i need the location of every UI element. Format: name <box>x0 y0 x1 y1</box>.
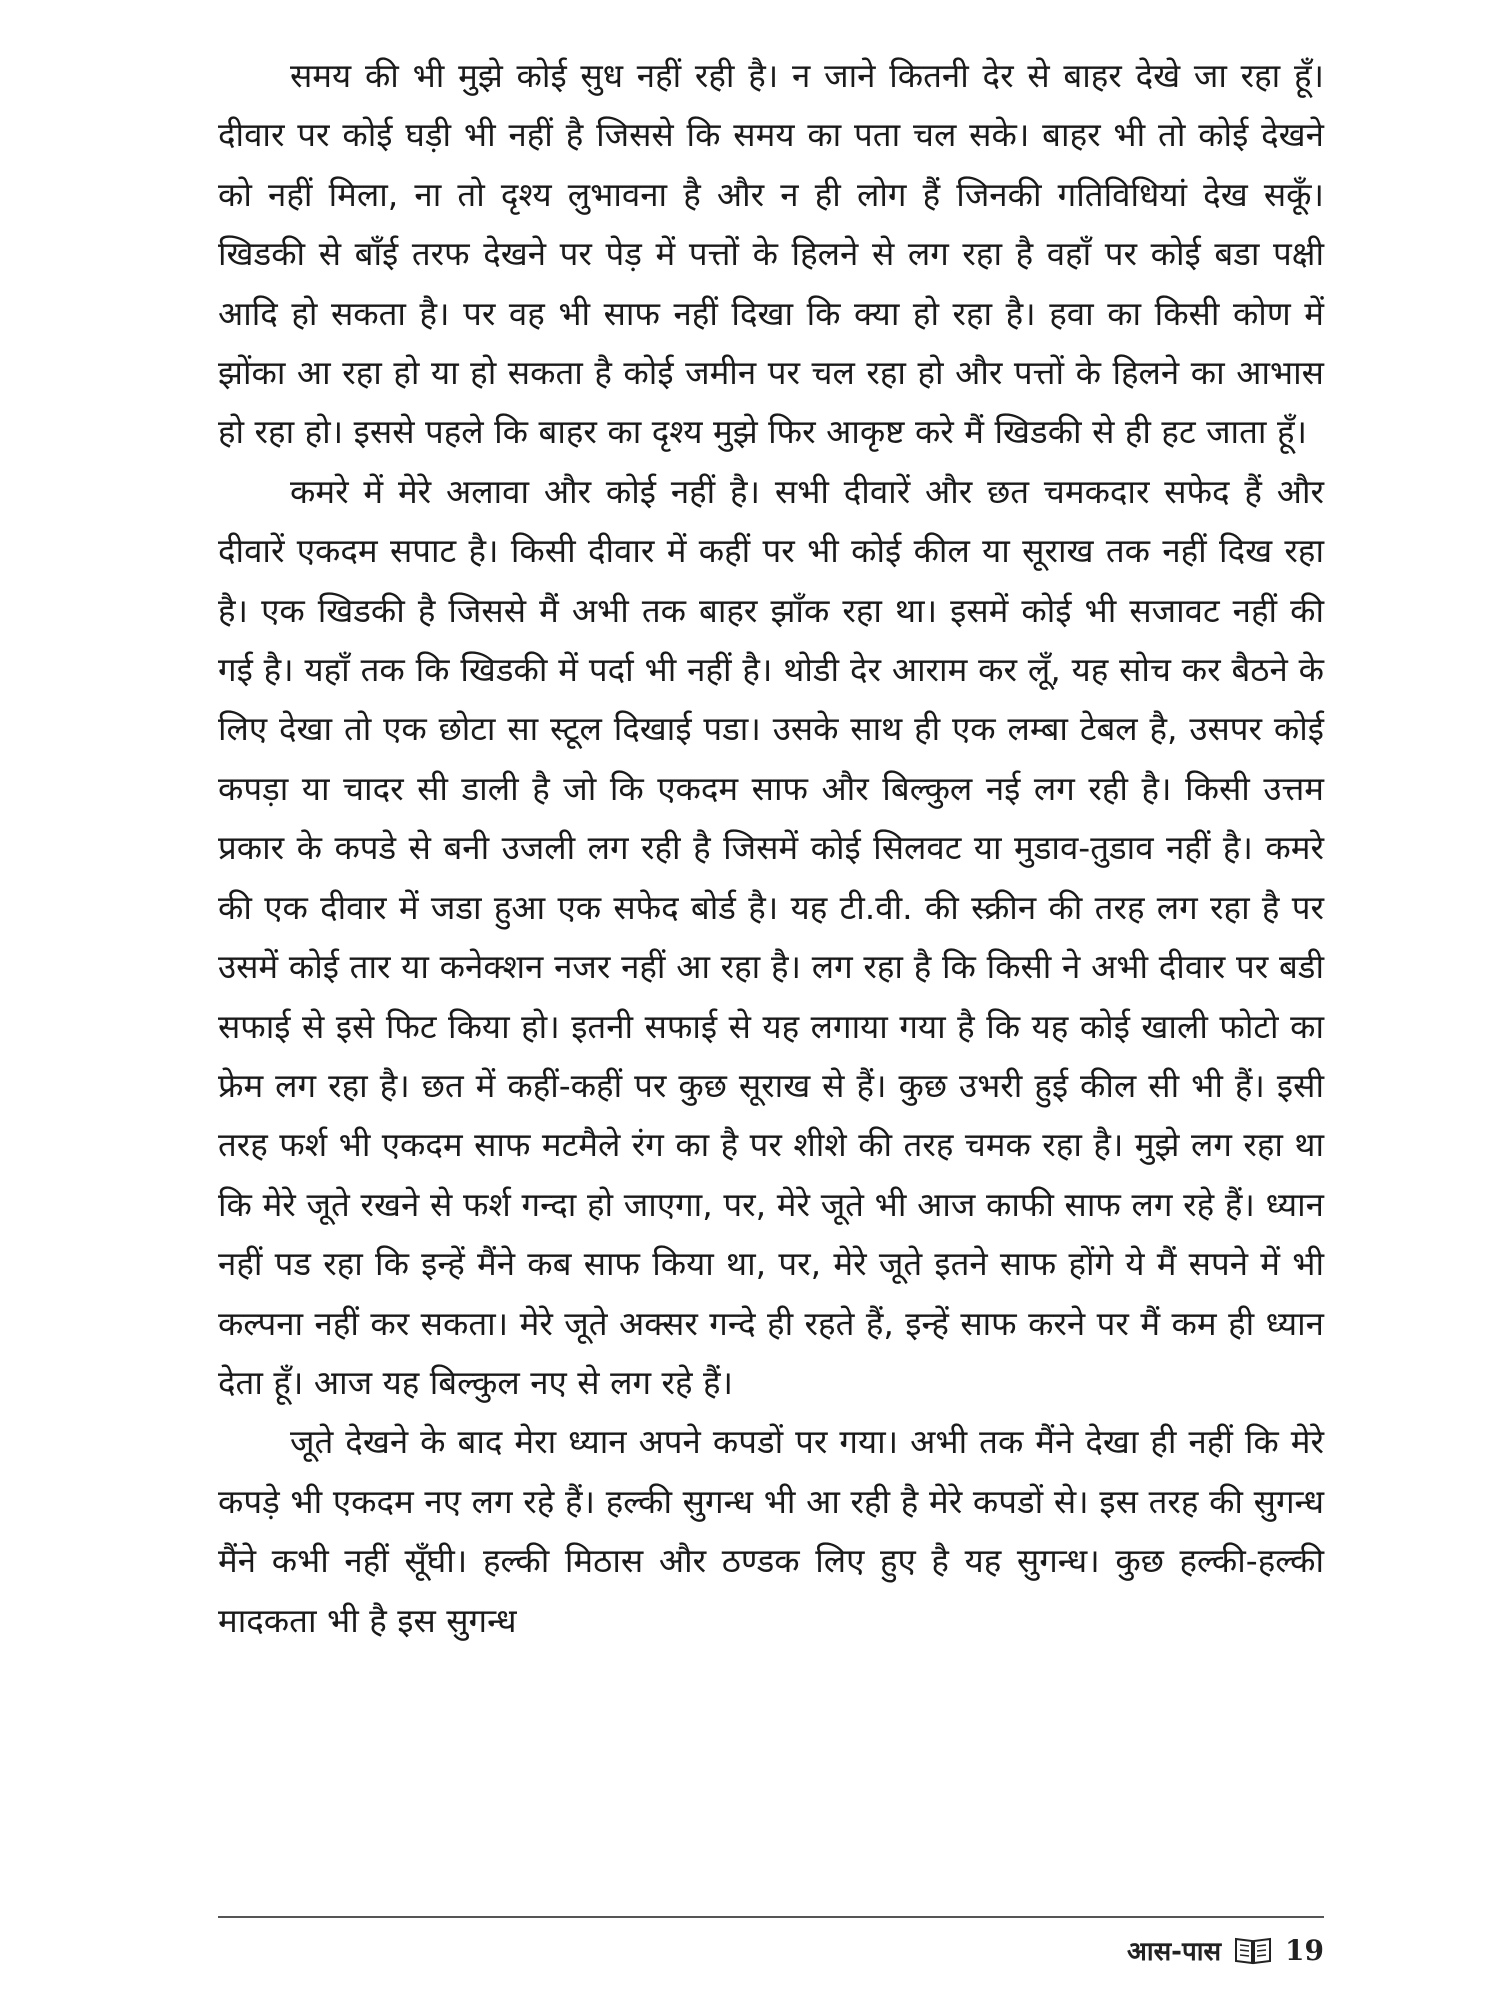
page-number: 19 <box>1285 1933 1324 1967</box>
text-body <box>218 46 1324 1650</box>
footer-rule <box>218 1916 1324 1918</box>
book-title: आस-पास <box>1127 1937 1222 1967</box>
page-footer <box>1127 1928 1324 1972</box>
paragraph-2: कमरे में मेरे अलावा और कोई नहीं है। सभी दीवारें और छत चमकदार सफेद हैं और दीवारें एकदम सपाट है। किसी दीवार में कहीं पर भी कोई कील या सूराख तक नहीं दिख रहा है। एक खिडकी है जिससे मैं अभी तक बाहर झाँक रहा था। इसमें कोई भी सजावट नहीं की गई है। यहाँ तक कि खिडकी में पर्दा भी नहीं है। थोडी देर आराम कर लूँ, यह सोच कर बैठने के लिए देखा तो एक छोटा सा स्टूल दिखाई पडा। उसके साथ ही एक लम्बा टेबल है, उसपर कोई कपड़ा या चादर सी डाली है जो कि एकदम साफ और बिल्कुल नई लग रही है। किसी उत्तम प्रकार के कपडे से बनी उजली लग रही है जिसमें कोई सिलवट या मुडाव-तुडाव नहीं है। कमरे की एक दीवार में जडा हुआ एक सफेद बोर्ड है। यह टी.वी. की स्क्रीन की तरह लग रहा है पर उसमें कोई तार या कनेक्शन नजर नहीं आ रहा है। लग रहा है कि किसी ने अभी दीवार पर बडी सफाई से इसे फिट किया हो। इतनी सफाई से यह लगाया गया है कि यह कोई खाली फोटो का फ्रेम लग रहा है। छत में कहीं-कहीं पर कुछ सूराख से हैं। कुछ उभरी हुई कील सी भी हैं। इसी तरह फर्श भी एकदम साफ मटमैले रंग का है पर शीशे की तरह चमक रहा है। मुझे लग रहा था कि मेरे जूते रखने से फर्श गन्दा हो जाएगा, पर, मेरे जूते भी आज काफी साफ लग रहे हैं। ध्यान नहीं पड रहा कि इन्हें मैंने कब साफ किया था, पर, मेरे जूते इतने साफ होंगे ये मैं सपने में भी कल्पना नहीं कर सकता। मेरे जूते अक्सर गन्दे ही रहते हैं, इन्हें साफ करने पर मैं कम ही ध्यान देता हूँ। आज यह बिल्कुल नए से लग रहे हैं। <box>218 471 1324 1402</box>
paragraph-3: जूते देखने के बाद मेरा ध्यान अपने कपडों पर गया। अभी तक मैंने देखा ही नहीं कि मेरे कपड़े भी एकदम नए लग रहे हैं। हल्की सुगन्ध भी आ रही है मेरे कपडों से। इस तरह की सुगन्ध मैंने कभी नहीं सूँघी। हल्की मिठास और ठण्डक लिए हुए है यह सुगन्ध। कुछ हल्की-हल्की मादकता भी है इस सुगन्ध <box>218 1422 1324 1640</box>
open-book-icon <box>1233 1935 1273 1965</box>
paragraph-1: समय की भी मुझे कोई सुध नहीं रही है। न जाने कितनी देर से बाहर देखे जा रहा हूँ। दीवार पर कोई घड़ी भी नहीं है जिससे कि समय का पता चल सके। बाहर भी तो कोई देखने को नहीं मिला, ना तो दृश्य लुभावना है और न ही लोग हैं जिनकी गतिविधियां देख सकूँ। खिडकी से बाँई तरफ देखने पर पेड़ में पत्तों के हिलने से लग रहा है वहाँ पर कोई बडा पक्षी आदि हो सकता है। पर वह भी साफ नहीं दिखा कि क्या हो रहा है। हवा का किसी कोण में झोंका आ रहा हो या हो सकता है कोई जमीन पर चल रहा हो और पत्तों के हिलने का आभास हो रहा हो। इससे पहले कि बाहर का दृश्य मुझे फिर आकृष्ट करे मैं खिडकी से ही हट जाता हूँ। <box>218 56 1324 452</box>
page-content <box>218 46 1324 1906</box>
